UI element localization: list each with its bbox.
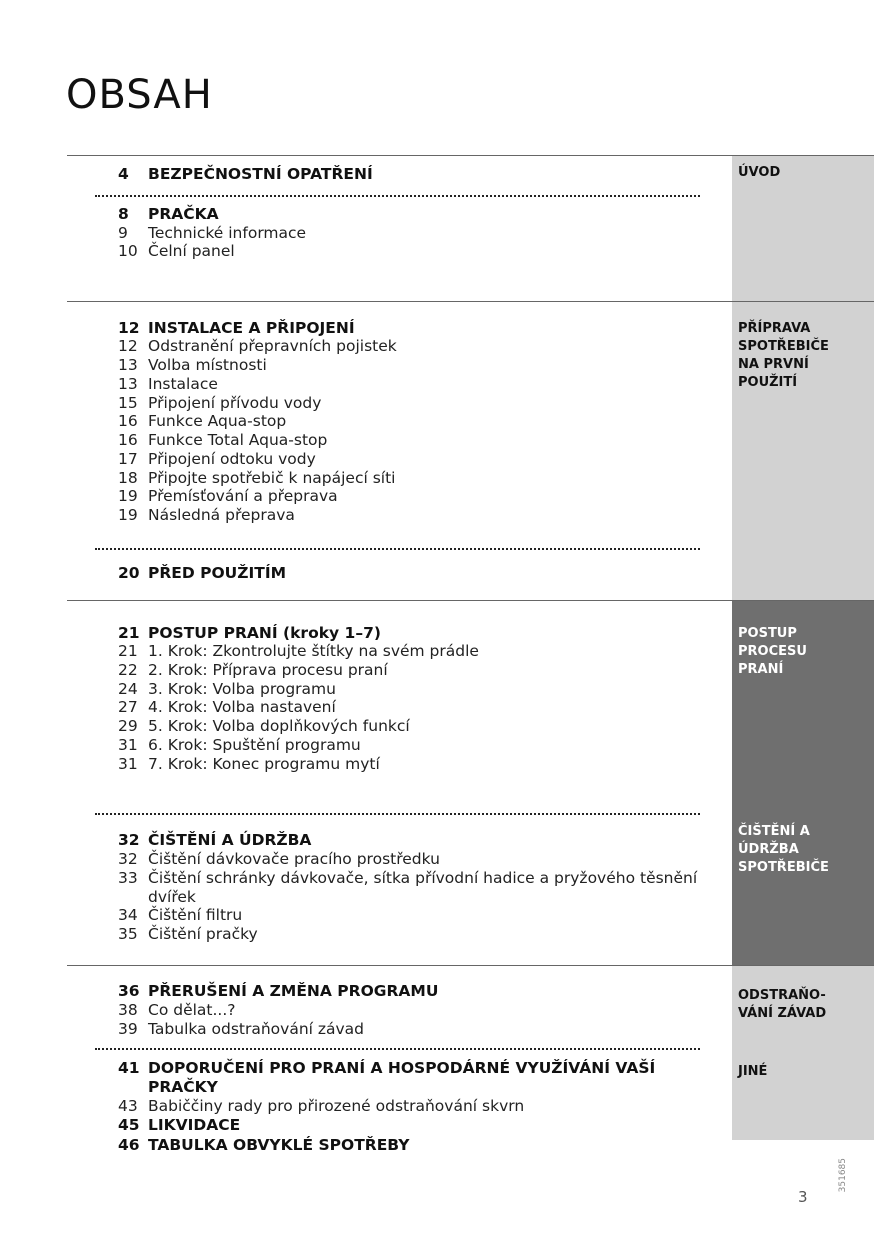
toc-entry[interactable] xyxy=(118,394,698,413)
toc-entry-title: Technické informace xyxy=(148,224,307,242)
toc-entry[interactable] xyxy=(118,450,698,469)
toc-page-number: 16 xyxy=(118,431,138,449)
toc-entry-title: Instalace xyxy=(148,375,218,393)
toc-entry[interactable] xyxy=(118,469,698,488)
toc-entry-title: Přemísťování a přeprava xyxy=(148,487,338,505)
toc-entry-title: Tabulka odstraňování závad xyxy=(148,1020,365,1038)
toc-entry-title: Co dělat...? xyxy=(148,1001,236,1019)
toc-page-number: 33 xyxy=(118,869,138,887)
toc-entry-title: Funkce Aqua-stop xyxy=(148,412,287,430)
toc-page-number: 43 xyxy=(118,1097,138,1115)
toc-entry[interactable] xyxy=(118,925,698,944)
toc-entry-title: Volba místnosti xyxy=(148,356,267,374)
toc-page-number: 4 xyxy=(118,165,129,183)
toc-entry-title: Čištění filtru xyxy=(148,906,243,924)
sidebar-label-jine[interactable]: JINÉ xyxy=(738,1064,768,1079)
toc-entry[interactable] xyxy=(118,1001,698,1020)
toc-page-number: 46 xyxy=(118,1136,140,1154)
dotted-separator xyxy=(95,195,700,197)
toc-entry-title: 1. Krok: Zkontrolujte štítky na svém prádle xyxy=(148,642,479,660)
toc-entry[interactable] xyxy=(118,506,698,525)
toc-page-number: 13 xyxy=(118,375,138,393)
toc-page-number: 45 xyxy=(118,1116,140,1134)
toc-entry-title: Čištění dávkovače pracího prostředku xyxy=(148,850,440,868)
toc-entry-title: PŘED POUŽITÍM xyxy=(148,564,287,582)
toc-entry[interactable] xyxy=(118,736,698,755)
toc-entry[interactable] xyxy=(118,1020,698,1039)
toc-page-number: 20 xyxy=(118,564,140,582)
toc-entry[interactable] xyxy=(118,412,698,431)
toc-entry[interactable] xyxy=(118,224,698,243)
toc-entry-title: Připojení přívodu vody xyxy=(148,394,322,412)
toc-entry[interactable] xyxy=(118,698,698,717)
page-title: OBSAH xyxy=(66,72,213,118)
toc-entry[interactable] xyxy=(118,319,698,338)
toc-entry[interactable] xyxy=(118,831,698,850)
toc-entry[interactable] xyxy=(118,1136,698,1155)
toc-page-number: 38 xyxy=(118,1001,138,1019)
toc-page-number: 15 xyxy=(118,394,138,412)
toc-entry-title: Následná přeprava xyxy=(148,506,295,524)
sidebar-label-priprava[interactable]: PŘÍPRAVA SPOTŘEBIČE NA PRVNÍ POUŽITÍ xyxy=(738,321,829,390)
toc-page-number: 34 xyxy=(118,906,138,924)
toc-entry-title: LIKVIDACE xyxy=(148,1116,241,1134)
toc-entry-title: Čištění schránky dávkovače, sítka přívodní hadice a pryžového těsnění dvířek xyxy=(148,869,698,906)
toc-entry[interactable] xyxy=(118,356,698,375)
page-number: 3 xyxy=(798,1188,808,1206)
sidebar-label-postup[interactable]: POSTUP PROCESU PRANÍ xyxy=(738,626,807,677)
toc-page-number: 31 xyxy=(118,736,138,754)
toc-entry[interactable] xyxy=(118,1059,698,1097)
toc-entry[interactable] xyxy=(118,717,698,736)
toc-entry-title: TABULKA OBVYKLÉ SPOTŘEBY xyxy=(148,1136,410,1154)
toc-entry[interactable] xyxy=(118,624,698,643)
toc-page-number: 21 xyxy=(118,624,140,642)
dotted-separator xyxy=(95,548,700,550)
toc-entry[interactable] xyxy=(118,487,698,506)
toc-page-number: 13 xyxy=(118,356,138,374)
toc-page-number: 32 xyxy=(118,831,140,849)
toc-page-number: 41 xyxy=(118,1059,140,1077)
toc-entry-title: Připojte spotřebič k napájecí síti xyxy=(148,469,396,487)
toc-page-number: 22 xyxy=(118,661,138,679)
toc-entry[interactable] xyxy=(118,642,698,661)
toc-page-number: 17 xyxy=(118,450,138,468)
toc-entry-title: 6. Krok: Spuštění programu xyxy=(148,736,361,754)
toc-page-number: 8 xyxy=(118,205,129,223)
toc-page-number: 29 xyxy=(118,717,138,735)
toc-entry[interactable] xyxy=(118,982,698,1001)
toc-entry[interactable] xyxy=(118,1116,698,1135)
toc-entry-title: ČIŠTĚNÍ A ÚDRŽBA xyxy=(148,831,312,849)
toc-page-number: 32 xyxy=(118,850,138,868)
toc-page-number: 31 xyxy=(118,755,138,773)
toc-entry-title: PRAČKA xyxy=(148,205,219,223)
toc-entry[interactable] xyxy=(118,337,698,356)
toc-page-number: 10 xyxy=(118,242,138,260)
toc-entry[interactable] xyxy=(118,680,698,699)
toc-page-number: 39 xyxy=(118,1020,138,1038)
toc-entry[interactable] xyxy=(118,205,698,224)
toc-entry-title: Čelní panel xyxy=(148,242,235,260)
toc-entry-title: Připojení odtoku vody xyxy=(148,450,316,468)
toc-entry[interactable] xyxy=(118,165,698,184)
toc-entry-title: INSTALACE A PŘIPOJENÍ xyxy=(148,319,355,337)
toc-entry-title: 4. Krok: Volba nastavení xyxy=(148,698,336,716)
toc-entry-title: 7. Krok: Konec programu mytí xyxy=(148,755,380,773)
toc-entry-title: BEZPEČNOSTNÍ OPATŘENÍ xyxy=(148,165,373,183)
toc-entry[interactable] xyxy=(118,375,698,394)
toc-entry[interactable] xyxy=(118,755,698,774)
toc-entry-title: 3. Krok: Volba programu xyxy=(148,680,336,698)
dotted-separator xyxy=(95,813,700,815)
toc-entry[interactable] xyxy=(118,431,698,450)
toc-entry-title: Funkce Total Aqua-stop xyxy=(148,431,328,449)
sidebar-label-odstranovani[interactable]: ODSTRAŇO- VÁNÍ ZÁVAD xyxy=(738,988,827,1021)
toc-entry-title: 2. Krok: Příprava procesu praní xyxy=(148,661,388,679)
toc-entry-title: POSTUP PRANÍ (kroky 1–7) xyxy=(148,624,381,642)
toc-page-number: 36 xyxy=(118,982,140,1000)
dotted-separator xyxy=(95,1048,700,1050)
toc-entry-title: Čištění pračky xyxy=(148,925,258,943)
toc-page-number: 35 xyxy=(118,925,138,943)
toc-page-number: 16 xyxy=(118,412,138,430)
toc-page-number: 27 xyxy=(118,698,138,716)
toc-page-number: 18 xyxy=(118,469,138,487)
toc-entry-title: PŘERUŠENÍ A ZMĚNA PROGRAMU xyxy=(148,982,439,1000)
document-code: 351685 xyxy=(838,1158,848,1193)
toc-entry[interactable] xyxy=(118,906,698,925)
toc-entry-title: Babiččiny rady pro přirozené odstraňování skvrn xyxy=(148,1097,525,1115)
sidebar-label-uvod[interactable]: ÚVOD xyxy=(738,165,781,180)
toc-page-number: 12 xyxy=(118,337,138,355)
toc-entry-title: DOPORUČENÍ PRO PRANÍ A HOSPODÁRNÉ VYUŽÍVÁNÍ VAŠÍ PRAČKY xyxy=(148,1059,656,1096)
toc-page-number: 19 xyxy=(118,487,138,505)
toc-entry[interactable] xyxy=(118,661,698,680)
toc-entry[interactable] xyxy=(118,850,698,869)
toc-page-number: 24 xyxy=(118,680,138,698)
toc-entry[interactable] xyxy=(118,1097,698,1116)
toc-entry-title: Odstranění přepravních pojistek xyxy=(148,337,397,355)
sidebar-label-cisteni[interactable]: ČIŠTĚNÍ A ÚDRŽBA SPOTŘEBIČE xyxy=(738,824,829,875)
toc-page-number: 19 xyxy=(118,506,138,524)
toc-page-number: 9 xyxy=(118,224,128,242)
toc-entry-title: 5. Krok: Volba doplňkových funkcí xyxy=(148,717,410,735)
toc-entry[interactable] xyxy=(118,242,698,261)
toc-page-number: 12 xyxy=(118,319,140,337)
toc-entry[interactable] xyxy=(118,869,698,907)
toc-page-number: 21 xyxy=(118,642,138,660)
toc-entry[interactable] xyxy=(118,564,698,583)
